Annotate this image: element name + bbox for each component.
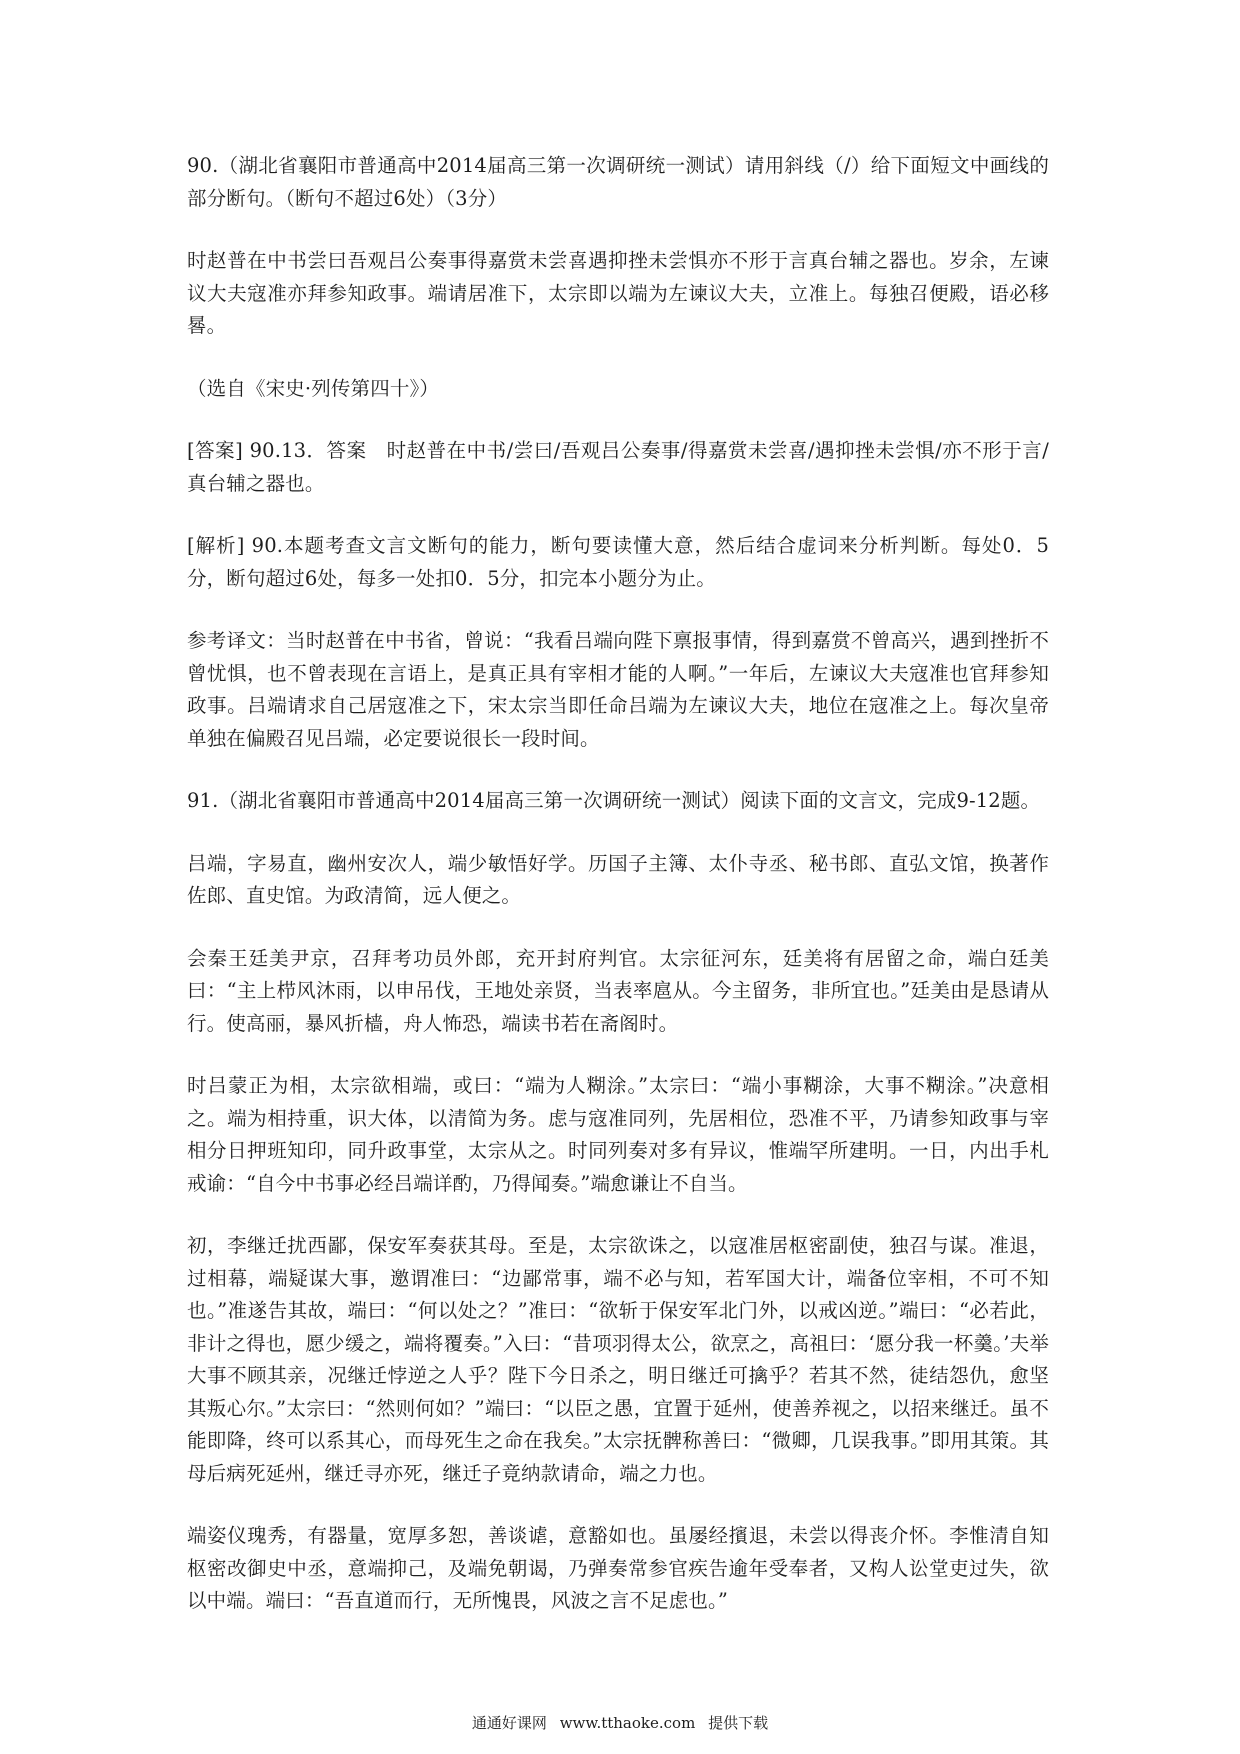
- question-90-passage: 时赵普在中书尝曰吾观吕公奏事得嘉赏未尝喜遇抑挫未尝惧亦不形于言真台辅之器也。岁余，左谏议大夫寇准亦拜参知政事。端请居准下，太宗即以端为左谏议大夫，立准上。每独召便殿，语必移晷。: [187, 249, 1049, 337]
- question-90-prompt: 90.（湖北省襄阳市普通高中2014届高三第一次调研统一测试）请用斜线（/）给下面短文中画线的部分断句。（断句不超过6处）（3分）: [187, 154, 1049, 210]
- passage-paragraph-3: 时吕蒙正为相，太宗欲相端，或曰：“端为人糊涂。”太宗曰：“端小事糊涂，大事不糊涂。”决意相之。端为相持重，识大体，以清简为务。虑与寇准同列，先居相位，恐准不平，乃请参知政事与宰相分日押班知印，同升政事堂，太宗从之。时同列奏对多有异议，惟端罕所建明。一日，内出手札戒谕：“自今中书事必经吕端详酌，乃得闻奏。”端愈谦让不自当。: [187, 1074, 1049, 1195]
- question-90-analysis: [解析] 90.本题考查文言文断句的能力，断句要读懂大意，然后结合虚词来分析判断。每处0．5分，断句超过6处，每多一处扣0．5分，扣完本小题分为止。: [187, 534, 1049, 590]
- passage-paragraph-2: 会秦王廷美尹京，召拜考功员外郎，充开封府判官。太宗征河东，廷美将有居留之命，端白廷美曰：“主上栉风沐雨，以申吊伐，王地处亲贤，当表率扈从。今主留务，非所宜也。”廷美由是恳请从行。使高丽，暴风折樯，舟人怖恐，端读书若在斋阁时。: [187, 946, 1049, 1035]
- passage-paragraph-4: 初，李继迁扰西鄙，保安军奏获其母。至是，太宗欲诛之，以寇准居枢密副使，独召与谋。准退，过相幕，端疑谋大事，邀谓准曰：“边鄙常事，端不必与知，若军国大计，端备位宰相，不可不知也。”准遂告其故，端曰：“何以处之？”准曰：“欲斩于保安军北门外，以戒凶逆。”端曰：“必若此，非计之得也，愿少缓之，端将覆奏。”入曰：“昔项羽得太公，欲烹之，高祖曰：‘愿分我一杯羹。’夫举大事不顾其亲，况继迁悖逆之人乎？陛下今日杀之，明日继迁可擒乎？若其不然，徒结怨仇，愈坚其叛心尔。”太宗曰：“然则何如？”端曰：“以臣之愚，宜置于延州，使善养视之，以招来继迁。虽不能即降，终可以系其心，而母死生之命在我矣。”太宗抚髀称善曰：“微卿，几误我事。”即用其策。其母后病死延州，继迁寻亦死，继迁子竟纳款请命，端之力也。: [187, 1234, 1049, 1485]
- question-90-source: （选自《宋史·列传第四十》）: [187, 376, 440, 400]
- passage-paragraph-5: 端姿仪瑰秀，有器量，宽厚多恕，善谈谑，意豁如也。虽屡经擯退，未尝以得丧介怀。李惟清自知枢密改御史中丞，意端抑己，及端免朝谒，乃弹奏常参官疾告逾年受奉者，又构人讼堂吏过失，欲以中端。端曰：“吾直道而行，无所愧畏，风波之言不足虑也。”: [187, 1524, 1049, 1612]
- footer-site-name: 通通好课网: [471, 1714, 547, 1732]
- page-footer: [0, 1713, 1240, 1733]
- question-90-answer: [答案] 90.13．答案 时赵普在中书/尝曰/吾观吕公奏事/得嘉赏未尝喜/遇抑挫未尝惧/亦不形于言/真台辅之器也。: [187, 439, 1049, 495]
- question-91-prompt: 91.（湖北省襄阳市普通高中2014届高三第一次调研统一测试）阅读下面的文言文，完成9-12题。: [187, 789, 1041, 812]
- footer-note: 提供下载: [708, 1714, 769, 1732]
- question-90-translation: 参考译文：当时赵普在中书省，曾说：“我看吕端向陛下禀报事情，得到嘉赏不曾高兴，遇到挫折不曾忧惧，也不曾表现在言语上，是真正具有宰相才能的人啊。”一年后，左谏议大夫寇准也官拜参知政事。吕端请求自己居寇准之下，宋太宗当即任命吕端为左谏议大夫，地位在寇准之上。每次皇帝单独在偏殿召见吕端，必定要说很长一段时间。: [187, 629, 1049, 750]
- document-body: [187, 150, 1049, 1648]
- footer-url-link[interactable]: www.tthaoke.com: [559, 1714, 696, 1732]
- passage-paragraph-1: 吕端，字易直，幽州安次人，端少敏悟好学。历国子主簿、太仆寺丞、秘书郎、直弘文馆，换著作佐郎、直史馆。为政清简，远人便之。: [187, 851, 1049, 907]
